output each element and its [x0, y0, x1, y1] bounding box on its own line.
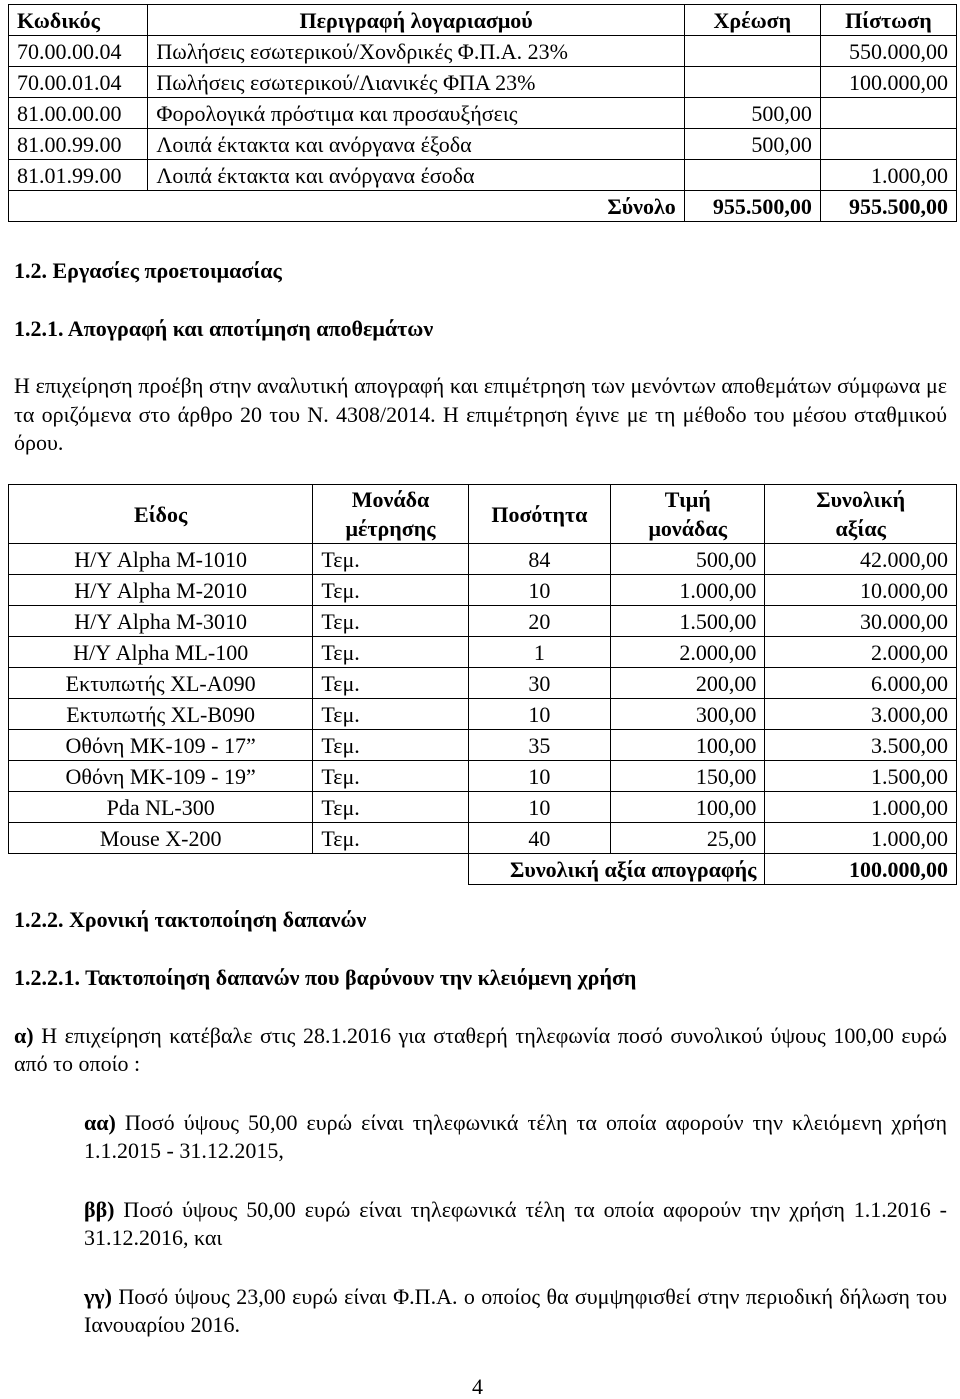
- ledger-code: 81.01.99.00: [9, 160, 148, 191]
- table-row: [9, 606, 957, 637]
- ledger-header-description: Περιγραφή λογαριασμού: [148, 5, 684, 36]
- header-text: Συνολική: [816, 487, 906, 512]
- inventory-total-value: 100.000,00: [765, 854, 957, 885]
- header-text: αξίας: [835, 516, 886, 541]
- inventory-quantity: 84: [468, 544, 610, 575]
- inventory-quantity: 10: [468, 575, 610, 606]
- inventory-total: 1.500,00: [765, 761, 957, 792]
- ledger-credit: 100.000,00: [820, 67, 956, 98]
- paragraph-aa: [84, 1109, 947, 1165]
- inventory-total: 30.000,00: [765, 606, 957, 637]
- ledger-description: Πωλήσεις εσωτερικού/Χονδρικές Φ.Π.Α. 23%: [148, 36, 684, 67]
- inventory-quantity: 10: [468, 792, 610, 823]
- table-row: [9, 792, 957, 823]
- inventory-price: 200,00: [611, 668, 765, 699]
- inventory-kind: Εκτυπωτής XL-A090: [9, 668, 313, 699]
- inventory-quantity: 1: [468, 637, 610, 668]
- inventory-unit: Τεμ.: [313, 699, 468, 730]
- inventory-kind: Η/Υ Alpha M-3010: [9, 606, 313, 637]
- header-text: Ποσότητα: [491, 501, 588, 527]
- inventory-quantity: 20: [468, 606, 610, 637]
- inventory-total: 10.000,00: [765, 575, 957, 606]
- header-text: Είδος: [134, 501, 188, 527]
- header-text: μονάδας: [648, 516, 727, 541]
- inventory-table: [8, 484, 957, 885]
- ledger-code: 70.00.01.04: [9, 67, 148, 98]
- paragraph-text: Η επιχείρηση κατέβαλε στις 28.1.2016 για σταθερή τηλεφωνία ποσό συνολικού ύψους 100,00 ευρώ από το οποίο :: [14, 1023, 947, 1076]
- inventory-header-kind: [9, 485, 313, 544]
- ledger-credit: [820, 98, 956, 129]
- table-row: [9, 544, 957, 575]
- inventory-price: 2.000,00: [611, 637, 765, 668]
- ledger-description: Φορολογικά πρόστιμα και προσαυξήσεις: [148, 98, 684, 129]
- ledger-total-debit: 955.500,00: [684, 191, 820, 222]
- inventory-header-quantity: [468, 485, 610, 544]
- inventory-header-price: [611, 485, 765, 544]
- ledger-header-debit: Χρέωση: [684, 5, 820, 36]
- inventory-header-unit: [313, 485, 468, 544]
- ledger-description: Λοιπά έκτακτα και ανόργανα έξοδα: [148, 129, 684, 160]
- paragraph-label: γγ): [84, 1284, 112, 1309]
- inventory-quantity: 10: [468, 699, 610, 730]
- inventory-quantity: 40: [468, 823, 610, 854]
- ledger-debit: [684, 67, 820, 98]
- inventory-quantity: 10: [468, 761, 610, 792]
- inventory-price: 500,00: [611, 544, 765, 575]
- inventory-unit: Τεμ.: [313, 544, 468, 575]
- ledger-description: Λοιπά έκτακτα και ανόργανα έσοδα: [148, 160, 684, 191]
- inventory-kind: Οθόνη MK-109 - 19”: [9, 761, 313, 792]
- inventory-kind: Εκτυπωτής XL-B090: [9, 699, 313, 730]
- section-heading: 1.2.1. Απογραφή και αποτίμηση αποθεμάτων: [14, 316, 434, 341]
- table-row: [9, 668, 957, 699]
- inventory-total: 42.000,00: [765, 544, 957, 575]
- ledger-credit: 550.000,00: [820, 36, 956, 67]
- table-row: [9, 36, 957, 67]
- inventory-total: 3.500,00: [765, 730, 957, 761]
- inventory-price: 100,00: [611, 792, 765, 823]
- inventory-quantity: 30: [468, 668, 610, 699]
- header-text: Μονάδα: [351, 487, 430, 512]
- inventory-total-spacer: [313, 854, 468, 885]
- inventory-kind: Pda NL-300: [9, 792, 313, 823]
- inventory-total: 3.000,00: [765, 699, 957, 730]
- inventory-unit: Τεμ.: [313, 606, 468, 637]
- ledger-total-spacer: [9, 191, 148, 222]
- paragraph-gg: [84, 1283, 947, 1339]
- ledger-debit: [684, 160, 820, 191]
- ledger-code: 81.00.99.00: [9, 129, 148, 160]
- inventory-header-row: [9, 485, 957, 544]
- section-heading: 1.2.2.1. Τακτοποίηση δαπανών που βαρύνουν την κλειόμενη χρήση: [14, 965, 637, 990]
- table-row: [9, 67, 957, 98]
- inventory-total: 1.000,00: [765, 823, 957, 854]
- ledger-debit: 500,00: [684, 98, 820, 129]
- inventory-unit: Τεμ.: [313, 575, 468, 606]
- inventory-unit: Τεμ.: [313, 730, 468, 761]
- table-row: [9, 699, 957, 730]
- ledger-credit: [820, 129, 956, 160]
- paragraph-label: αα): [84, 1110, 116, 1135]
- inventory-paragraph: Η επιχείρηση προέβη στην αναλυτική απογραφή και επιμέτρηση των μενόντων αποθεμάτων σύμφωνα με τα οριζόμενα στο άρθρο 20 του Ν. 4308/2014. Η επιμέτρηση έγινε με τη μέθοδο του μέσου σταθμικού όρου.: [14, 373, 947, 455]
- section-heading: 1.2.2. Χρονική τακτοποίηση δαπανών: [14, 907, 367, 932]
- page-number: 4: [472, 1374, 483, 1399]
- inventory-price: 150,00: [611, 761, 765, 792]
- ledger-header-code: Κωδικός: [9, 5, 148, 36]
- inventory-total: 2.000,00: [765, 637, 957, 668]
- section-heading: 1.2. Εργασίες προετοιμασίας: [14, 258, 282, 283]
- ledger-debit: [684, 36, 820, 67]
- inventory-total-spacer: [9, 854, 313, 885]
- table-row: [9, 129, 957, 160]
- inventory-unit: Τεμ.: [313, 792, 468, 823]
- table-row: [9, 575, 957, 606]
- table-row: [9, 823, 957, 854]
- inventory-total-label: Συνολική αξία απογραφής: [468, 854, 765, 885]
- header-text: μέτρησης: [345, 516, 436, 541]
- table-row: [9, 160, 957, 191]
- inventory-price: 300,00: [611, 699, 765, 730]
- inventory-kind: Η/Υ Alpha M-2010: [9, 575, 313, 606]
- inventory-header-total: [765, 485, 957, 544]
- inventory-kind: Οθόνη MK-109 - 17”: [9, 730, 313, 761]
- inventory-total: 1.000,00: [765, 792, 957, 823]
- inventory-unit: Τεμ.: [313, 823, 468, 854]
- ledger-header-credit: Πίστωση: [820, 5, 956, 36]
- inventory-price: 1.000,00: [611, 575, 765, 606]
- paragraph-label: α): [14, 1023, 34, 1048]
- inventory-price: 100,00: [611, 730, 765, 761]
- paragraph-bb: [84, 1196, 947, 1252]
- header-text: Τιμή: [664, 487, 711, 512]
- paragraph-text: Ποσό ύψους 23,00 ευρώ είναι Φ.Π.Α. ο οποίος θα συμψηφισθεί στην περιοδική δήλωση του Ιανουαρίου 2016.: [84, 1284, 947, 1337]
- ledger-table: [8, 4, 957, 222]
- inventory-quantity: 35: [468, 730, 610, 761]
- inventory-kind: Mouse X-200: [9, 823, 313, 854]
- ledger-debit: 500,00: [684, 129, 820, 160]
- inventory-price: 1.500,00: [611, 606, 765, 637]
- ledger-total-credit: 955.500,00: [820, 191, 956, 222]
- paragraph-a: [14, 1022, 947, 1078]
- inventory-kind: Η/Υ Alpha M-1010: [9, 544, 313, 575]
- table-row: [9, 98, 957, 129]
- paragraph-label: ββ): [84, 1197, 115, 1222]
- table-row: [9, 637, 957, 668]
- ledger-total-row: [9, 191, 957, 222]
- inventory-kind: Η/Υ Alpha ML-100: [9, 637, 313, 668]
- ledger-credit: 1.000,00: [820, 160, 956, 191]
- ledger-total-label: Σύνολο: [148, 191, 684, 222]
- ledger-code: 81.00.00.00: [9, 98, 148, 129]
- paragraph-text: Ποσό ύψους 50,00 ευρώ είναι τηλεφωνικά τέλη τα οποία αφορούν την χρήση 1.1.2016 - 31.12.2016, και: [84, 1197, 947, 1250]
- paragraph-text: Ποσό ύψους 50,00 ευρώ είναι τηλεφωνικά τέλη τα οποία αφορούν την κλειόμενη χρήση 1.1.2015 - 31.12.2015,: [84, 1110, 947, 1163]
- inventory-unit: Τεμ.: [313, 668, 468, 699]
- ledger-code: 70.00.00.04: [9, 36, 148, 67]
- inventory-unit: Τεμ.: [313, 761, 468, 792]
- inventory-unit: Τεμ.: [313, 637, 468, 668]
- ledger-header-row: [9, 5, 957, 36]
- table-row: [9, 730, 957, 761]
- table-row: [9, 761, 957, 792]
- inventory-total: 6.000,00: [765, 668, 957, 699]
- ledger-description: Πωλήσεις εσωτερικού/Λιανικές ΦΠΑ 23%: [148, 67, 684, 98]
- inventory-total-row: [9, 854, 957, 885]
- inventory-price: 25,00: [611, 823, 765, 854]
